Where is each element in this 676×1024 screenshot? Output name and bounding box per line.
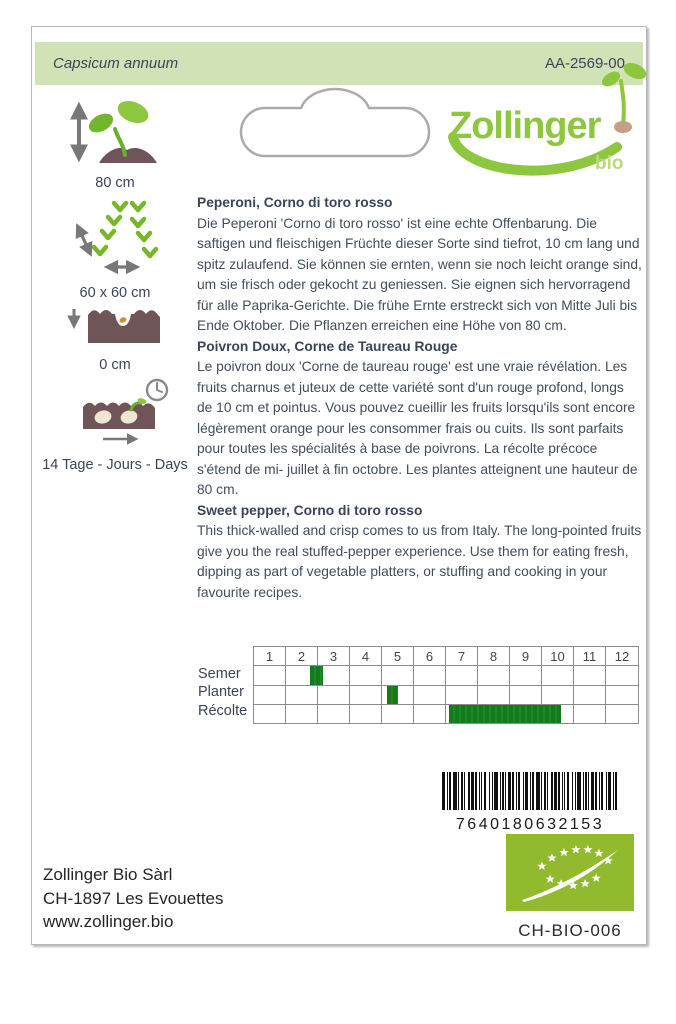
plant-height-value: 80 cm (95, 175, 135, 191)
month-cell: 3 (318, 647, 350, 665)
calendar-label-semer: Semer (198, 666, 241, 682)
logo-seedling-icon (599, 61, 651, 135)
company-address (43, 863, 224, 934)
calendar-month-header (254, 647, 638, 666)
month-cell: 12 (614, 648, 630, 664)
spec-sowing-depth (34, 293, 196, 373)
month-cell: 9 (510, 647, 542, 665)
description-title-de: Peperoni, Corno di toro rosso (197, 195, 393, 210)
sowing-calendar (192, 646, 639, 724)
eu-organic-logo (506, 834, 634, 941)
top-strip (35, 42, 643, 85)
month-cell: 1 (254, 647, 286, 665)
barcode-bars (440, 772, 620, 810)
calendar-row-labels (192, 646, 253, 724)
spec-germination-time (34, 375, 196, 473)
month-cell: 8 (478, 647, 510, 665)
eu-organic-leaf-icon (506, 834, 634, 911)
spec-plant-spacing (34, 199, 196, 301)
ean-barcode (434, 772, 626, 834)
seed-packet (31, 26, 647, 945)
hang-tab-outline (237, 85, 437, 163)
brand-bio-tag: bio (595, 153, 624, 174)
planter-period-bar (387, 686, 398, 704)
article-number: AA-2569-00 (544, 55, 625, 72)
month-cell: 5 (382, 647, 414, 665)
month-cell: 6 (414, 647, 446, 665)
company-website: www.zollinger.bio (43, 912, 174, 931)
recolte-period-bar (449, 705, 561, 723)
calendar-label-recolte: Récolte (198, 702, 248, 719)
month-cell: 7 (446, 647, 478, 665)
calendar-label-planter: Planter (198, 684, 244, 701)
company-location: CH-1897 Les Evouettes (43, 888, 224, 908)
germination-time-value: 14 Tage - Jours - Days (42, 457, 188, 473)
description-title-en: Sweet pepper, Corno di toro rosso (197, 502, 423, 518)
month-cell: 11 (574, 647, 606, 665)
calendar-row-planter (254, 686, 638, 705)
germination-time-icon (53, 375, 177, 449)
plant-height-icon (63, 97, 167, 167)
sowing-depth-icon (60, 293, 170, 349)
plant-spacing-icon (60, 199, 170, 277)
barcode-number: 7640180632153 (455, 816, 605, 833)
variety-description (197, 193, 642, 603)
description-title-fr: Poivron Doux, Corne de Taureau Rouge (197, 338, 458, 354)
calendar-row-semer (254, 666, 638, 685)
calendar-row-recolte (254, 705, 638, 723)
month-cell: 4 (350, 647, 382, 665)
description-body-de: Die Peperoni 'Corno di toro rosso' ist eine echte Offenbarung. Die saftigen und fleischigen Früchte dieser Sorte sind tiefrot, 10 cm lang und spitz zulaufend. Sie können sie ernten, wenn sie noch leicht orange sind, um sie frisch oder gekocht zu geniessen. Sie eignen sich hervorragend für alle Paprika-Gerichte. Die frühe Ernte erstreckt sich von Mitte Juli bis Ende Oktober. Die Pflanzen erreichen eine Höhe von 80 cm. (197, 215, 642, 333)
brand-name: Zollinger (449, 105, 601, 147)
description-body-fr: Le poivron doux 'Corne de taureau rouge' est une vraie révélation. Les fruits charnus et juteux de cette variété sont d'un rouge profond, longs de 10 cm et pointus. Vous pouvez cueillir les fruits lorsqu'ils sont encore légèrement orange pour les consommer frais ou cuits. Ils sont parfaits pour toutes les spécialités à base de poivrons. La récolte précoce s'étend de mi- juillet à fin octobre. Les plantes atteignent une hauteur de 80 cm. (197, 359, 638, 497)
semer-period-bar (310, 666, 323, 684)
company-name: Zollinger Bio Sàrl (43, 865, 173, 884)
brand-logo (447, 93, 647, 189)
month-cell: 2 (286, 647, 318, 665)
month-cell: 10 (542, 647, 574, 665)
calendar-grid (253, 646, 639, 724)
spec-plant-height (34, 97, 196, 191)
organic-certification-code: CH-BIO-006 (518, 921, 622, 940)
species-name: Capsicum annuum (53, 55, 179, 72)
sowing-depth-value: 0 cm (99, 357, 131, 373)
description-body-en: This thick-walled and crisp comes to us from Italy. The long-pointed fruits give you the real stuffed-pepper experience. Use them for eating fresh, dipping as part of vegetable platters, or stuffing and cooking in your favourite recipes. (197, 523, 642, 600)
plant-spacing-value: 60 x 60 cm (79, 285, 151, 301)
